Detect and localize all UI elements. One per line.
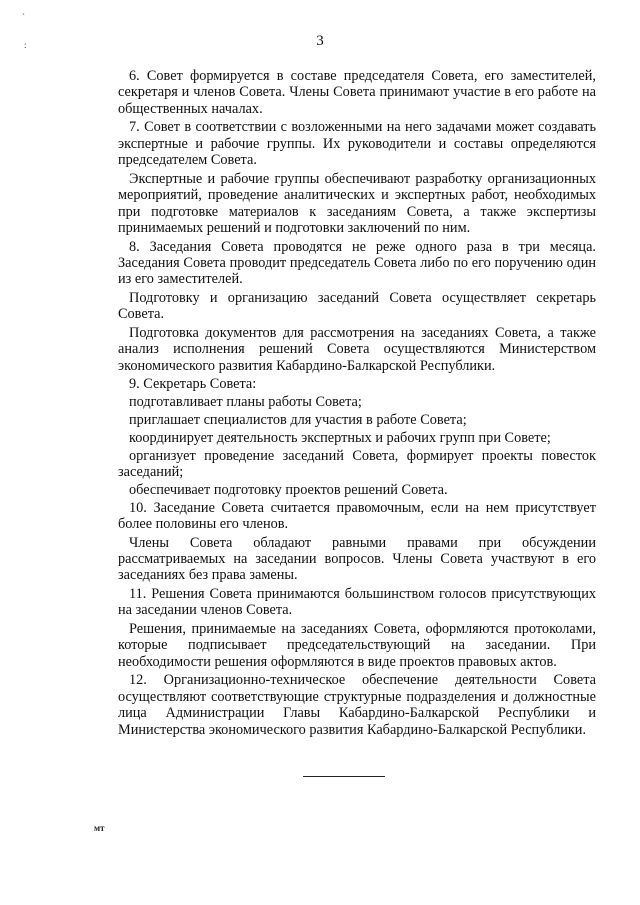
secretary-duty-item: координирует деятельность экспертных и рабочих групп при Совете; (129, 429, 551, 446)
end-rule (303, 776, 385, 777)
scan-mark-top: ` (22, 12, 25, 22)
page-number: 3 (316, 33, 324, 49)
paragraph-9-heading: 9. Секретарь Совета: (129, 376, 257, 393)
secretary-duty-item: подготавливает планы работы Совета; (129, 394, 362, 411)
paragraph-8: 8. Заседания Совета проводятся не реже одного раза в три месяца. Заседания Совета проводит председатель Совета либо по его поручению один из его заместителей. (118, 238, 596, 288)
document-body (118, 68, 596, 740)
paragraph-8-preparation: Подготовку и организацию заседаний Совета осуществляет секретарь Совета. (118, 290, 596, 323)
paragraph-7-expert-groups: Экспертные и рабочие группы обеспечивают разработку организационных мероприятий, проведение аналитических и экспертных работ, необходимых при подготовке материалов к заседаниям Совета, а также экспертизы принимаемых решений и подготовки заключений по ним. (118, 170, 596, 237)
paragraph-11-protocols: Решения, принимаемые на заседаниях Совета, оформляются протоколами, которые подписывает председательствующий на заседании. При необходимости решения оформляются в виде проектов правовых актов. (118, 621, 596, 670)
paragraph-10-member-rights: Члены Совета обладают равными правами при обсуждении рассматриваемых на заседании вопросов. Члены Совета участвуют в его заседаниях без права замены. (118, 534, 596, 584)
footer-code: мт (94, 823, 105, 833)
secretary-duty-item: приглашает специалистов для участия в работе Совета; (129, 412, 467, 429)
scan-mark-left: : (24, 40, 27, 50)
paragraph-10: 10. Заседание Совета считается правомочным, если на нем присутствует более половины его членов. (118, 499, 596, 533)
paragraph-8-documents: Подготовка документов для рассмотрения на заседаниях Совета, а также анализ исполнения решений Совета осуществляются Министерством экономического развития Кабардино-Балкарской Республики. (118, 325, 596, 374)
secretary-duty-item: обеспечивает подготовку проектов решений Совета. (129, 481, 448, 498)
paragraph-12: 12. Организационно-техническое обеспечение деятельности Совета осуществляют соответствующие структурные подразделения и должностные лица Администрации Главы Кабардино-Балкарской Республики и Министерства экономического развития Кабардино-Балкарской Республики. (118, 672, 596, 738)
paragraph-7: 7. Совет в соответствии с возложенными на него задачами может создавать экспертные и рабочие группы. Их руководители и составы определяются председателем Совета. (118, 119, 596, 169)
secretary-duty-item: организует проведение заседаний Совета, формирует проекты повесток заседаний; (118, 447, 596, 481)
paragraph-6: 6. Совет формируется в составе председателя Совета, его заместителей, секретаря и членов Совета. Члены Совета принимают участие в его работе на общественных началах. (118, 68, 596, 117)
paragraph-11: 11. Решения Совета принимаются большинством голосов присутствующих на заседании членов Совета. (118, 586, 596, 619)
